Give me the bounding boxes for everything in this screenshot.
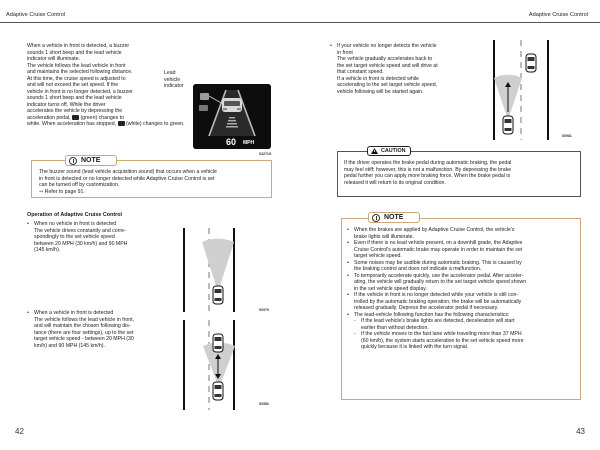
item-line: in front [337,49,353,56]
item-body [27,228,167,254]
note-line: released gradually. Depress the accelerator pedal if necessary. [354,305,499,311]
bullet-icon: • [27,221,29,227]
section-title: Operation of Adaptive Cruise Control [27,212,123,218]
item-line: vehicle following will be started again. [337,88,424,95]
intro-line: At this time, the cruise speed is adjusted to [27,75,126,82]
item-line: the set target vehicle speed and will drive at [337,62,438,69]
intro-line: When a vehicle in front is detected, a buzzer [27,43,130,49]
intro-line: indicator turns off. While the driver [27,101,106,108]
item-line: km/h) and 90 MPH (145 km/h). [34,342,105,349]
note-line: Some noises may be audible during automatic braking. This is caused by [354,259,522,266]
intro-paragraph [27,43,185,128]
item-line: that constant speed. [337,69,384,75]
page-number: 42 [15,427,24,436]
note-line: in front is detected or no longer detected while Adaptive Cruise Control is set [39,175,215,182]
bullet-icon: • [347,292,349,298]
road-diagram-vehicle-detected [172,320,262,410]
road-diagram-no-vehicle [172,228,262,312]
operation-item-no-vehicle [27,221,167,254]
note-line: The buzzer sound (lead vehicle acquisition sound) that occurs when a vehicle [39,169,217,175]
note-line: ating, the vehicle will gradually return to the set target vehicle speed shown [354,279,527,285]
note-sub-item [347,318,577,331]
intro-accel-text-b: (green) changes to [80,114,124,121]
caution-label: CAUTION [381,148,406,154]
item-line: The vehicle follows the lead vehicle in front, [34,316,135,323]
image-code: S0981 [562,134,572,138]
dash-marker: - [354,331,356,337]
intro-line: The vehicle follows the lead vehicle in front [27,62,126,69]
item-line: tance (there are four settings), up to the set [34,329,134,336]
note-line: can be turned off by customization. [39,182,120,188]
caution-line: pedal further you can apply more braking force. When the brake pedal is [344,173,511,179]
note-line: quickly because it is linked with the turn signal. [361,344,469,350]
note-heading [368,212,420,223]
page-header: Adaptive Cruise Control [528,12,588,18]
info-icon [372,214,380,222]
item-line: accelerating to the set target vehicle speed, [337,82,438,88]
note-label: NOTE [81,157,101,164]
note-line: To temporarily accelerate quickly, use the accelerator pedal. After acceler- [354,272,524,279]
set-speed-unit: MPH [243,140,255,146]
item-line: target vehicle speed - between 20 MPH (30 [34,336,134,342]
item-line: between 20 MPH (30 km/h) and 90 MPH [34,240,128,247]
intro-white-text-a: white. When acceleration has stopped, [27,121,117,127]
lead-vehicle-indicator-icon [118,121,125,126]
note-item [347,273,577,293]
intro-line: and maintains the selected following distance. [27,69,133,75]
caution-heading [367,146,411,156]
lead-vehicle-indicator-icon [72,115,79,120]
page-header: Adaptive Cruise Control [6,12,66,18]
page-number: 43 [576,427,585,436]
bullet-icon: • [347,272,349,279]
intro-line: and will not exceed the set speed. If the [27,82,119,88]
cruise-display-image [193,84,271,149]
note-item [347,292,577,312]
item-heading: If your vehicle no longer detects the vehicle [337,43,437,49]
bullet-icon: • [347,311,349,318]
item-line: The vehicle gradually accelerates back to [337,56,433,62]
image-code: S4271G [259,152,272,156]
operation-item-vehicle-detected [27,310,167,349]
header-rule [0,22,300,23]
info-icon [69,157,77,165]
set-speed-value: 60 [226,137,237,147]
caution-box [337,151,581,197]
caution-line: released it will return to its original condition. [344,179,446,186]
bullet-icon: • [27,310,29,316]
item-no-longer-detects [330,43,470,95]
note-line: ⇒ Refer to page 91. [39,188,85,195]
note-heading [65,155,117,166]
note-line: earlier than without detection. [361,324,429,331]
header-rule [300,22,600,23]
note-line: If the vehicle moves to the fast lane while traveling more than 37 MPH [361,331,522,337]
item-line: and will maintain the chosen following dis- [34,323,131,329]
item-line: The vehicle drives constantly and corre- [34,227,126,234]
note-line: trolled by the automatic braking operation, the brake will be automatically [354,298,522,305]
note-line: When the brakes are applied by Adaptive Cruise Control, the vehicle's [354,227,515,233]
intro-accel-text-a: acceleration pedal, [27,114,71,121]
note-label: NOTE [384,214,404,221]
image-code: S0979 [259,308,269,312]
note-sub-item [347,331,577,351]
dash-marker: - [354,318,356,324]
item-body [27,317,167,350]
note-text [39,169,267,195]
note-line: brake lights will illuminate. [354,233,414,240]
note-item [347,227,577,240]
item-heading: When no vehicle in front is detected [34,221,117,227]
note-box [341,218,581,400]
item-body [330,50,470,96]
note-line: The lead-vehicle following function has the following characteristics: [354,311,510,318]
note-line: If the lead vehicle's brake lights are detected, deceleration will start [361,318,515,324]
note-line: the braking control and does not indicate a malfunction. [354,266,482,272]
note-line: in the set vehicle speed display. [354,285,427,292]
bullet-icon: • [330,43,332,49]
caution-line: If the driver operates the brake pedal during automatic braking, the pedal [344,160,512,166]
image-code: S0980 [259,402,269,406]
right-page [300,0,600,450]
caution-line: may feel stiff; however, this is not a malfunction. By depressing the brake [344,166,512,173]
item-line: spondingly to the set vehicle speed [34,234,115,240]
intro-line: sounds 1 short beep and the lead vehicle [27,95,122,101]
bullet-icon: • [347,259,349,266]
note-item [347,260,577,273]
note-line: Even if there is no lead vehicle present, on a downhill grade, the Adaptive [354,240,523,246]
item-line: (145 km/h). [34,247,61,253]
note-line: target vehicle speed. [354,253,402,259]
caution-text [344,160,576,186]
bullet-icon: • [347,227,349,233]
item-line: If a vehicle in front is detected while [337,75,419,82]
item-heading: When a vehicle in front is detected [34,310,114,316]
intro-line: accelerates the vehicle by depressing the [27,108,123,114]
warning-triangle-icon [371,148,378,154]
intro-line: indicator will illuminate. [27,56,81,62]
intro-line: sounds 1 short beep and the lead vehicle [27,49,122,56]
intro-line: vehicle in front is no longer detected, a buzzer [27,88,133,95]
note-item [347,240,577,260]
bullet-icon: • [347,240,349,246]
intro-white-text-b: (white) changes to green. [126,121,185,127]
note-line: Cruise Control's automatic brake may operate in order to maintain the set [354,246,523,253]
note-line: (60 km/h), the system starts acceleration to the set vehicle speed more [361,337,524,344]
road-diagram-vehicle-leaves [488,40,568,140]
lead-vehicle-indicator-label: Lead vehicle indicator [164,70,184,89]
note-list [347,227,577,351]
note-line: If the vehicle in front is no longer detected while your vehicle is still con- [354,292,519,298]
